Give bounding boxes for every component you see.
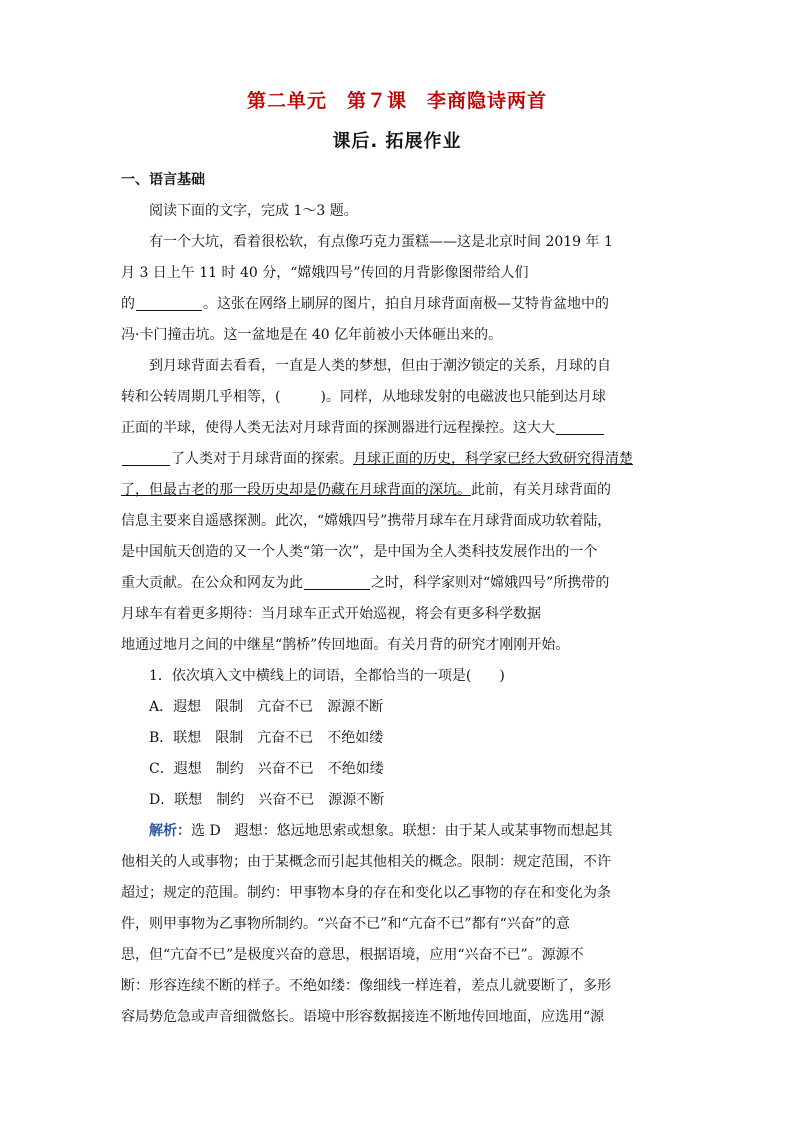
fill-blank-2a <box>556 420 604 435</box>
analysis-block <box>121 816 675 1033</box>
lesson-title: 第二单元 第７课 李商隐诗两首 <box>246 90 547 112</box>
analysis-label: 解析： <box>149 823 191 839</box>
option-a: A．遐想 限制 亢奋不已 源源不断 <box>149 699 384 715</box>
question-1 <box>121 661 675 816</box>
passage-text: 重大贡献。在公众和网友为此 <box>121 575 303 591</box>
option-c: C．遐想 制约 兴奋不已 不绝如缕 <box>149 761 384 777</box>
passage-line: 是中国航天创造的又一个人类“第一次”，是中国为全人类科技发展作出的一个 <box>121 544 598 560</box>
fill-blank-3 <box>304 575 370 590</box>
fill-blank-2b <box>122 451 170 466</box>
question-stem: 1．依次填入文中横线上的词语，全都恰当的一项是( ) <box>149 668 505 684</box>
analysis-text: 选 D 遐想：悠远地思索或想象。联想：由于某人或某事物而想起其 <box>191 823 613 839</box>
option-b: B．联想 限制 亢奋不已 不绝如缕 <box>149 730 384 746</box>
underlined-sentence: 了，但最古老的那一段历史却是仍藏在月球背面的深坑。 <box>121 482 471 498</box>
fill-blank-1 <box>136 296 202 311</box>
passage-text: )。同样，从地球发射的电磁波也只能到达月球 <box>320 389 606 405</box>
passage-text: 正面的半球，使得人类无法对月球背面的探测器进行远程操控。这大大 <box>121 420 555 436</box>
analysis-line: 断：形容连续不断的样子。不绝如缕：像细线一样连着，差点儿就要断了，多形 <box>121 978 611 994</box>
passage-text: 的 <box>121 296 135 312</box>
analysis-line: 超过；规定的范围。制约：甲事物本身的存在和变化以乙事物的存在和变化为条 <box>121 885 611 901</box>
passage-line <box>121 382 675 413</box>
passage-line <box>121 289 675 320</box>
passage-line: 地通过地月之间的中继星“鹊桥”传回地面。有关月背的研究才刚刚开始。 <box>121 637 570 653</box>
analysis-line: 件，则甲事物为乙事物所制约。“兴奋不已”和“亢奋不已”都有“兴奋”的意 <box>121 916 570 932</box>
passage-line <box>121 568 675 599</box>
homework-subtitle: 课后. 拓展作业 <box>332 131 462 152</box>
analysis-line: 他相关的人或事物；由于某概念而引起其他相关的概念。限制：规定范围，不许 <box>121 854 611 870</box>
passage-line <box>121 475 675 506</box>
option-d: D．联想 制约 兴奋不已 源源不断 <box>149 792 385 808</box>
document-body <box>121 165 675 1033</box>
passage-line: 月 3 日上午 11 时 40 分，“嫦娥四号”传回的月背影像图带给人们 <box>121 265 529 281</box>
analysis-line: 容局势危急或声音细微悠长。语境中形容数据接连不断地传回地面，应选用“源 <box>121 1009 605 1025</box>
passage-text: 。这张在网络上刷屏的图片，拍自月球背面南极—艾特肯盆地中的 <box>203 296 609 312</box>
section-heading: 一、语言基础 <box>121 172 205 188</box>
passage-line <box>121 444 675 475</box>
underlined-sentence: 月球正面的历史，科学家已经大致研究得清楚 <box>353 451 633 467</box>
analysis-line <box>121 816 675 847</box>
passage-paragraph-2 <box>121 351 675 661</box>
passage-line: 信息主要来自遥感探测。此次，“嫦娥四号”携带月球车在月球背面成功软着陆， <box>121 513 612 529</box>
passage-line: 月球车有着更多期待：当月球车正式开始巡视，将会有更多科学数据 <box>121 606 541 622</box>
passage-text: 此前，有关月球背面的 <box>471 482 611 498</box>
passage-paragraph-1 <box>121 227 675 351</box>
instruction-text: 阅读下面的文字，完成 1～3 题。 <box>149 203 358 219</box>
passage-text: 之时，科学家则对“嫦娥四号”所携带的 <box>371 575 610 591</box>
passage-line: 到月球背面去看看，一直是人类的梦想，但由于潮汐锁定的关系，月球的自 <box>149 358 611 374</box>
passage-text: 转和公转周期几乎相等，( <box>121 389 281 405</box>
passage-text: 了人类对于月球背面的探索。 <box>171 451 353 467</box>
passage-line <box>121 413 675 444</box>
analysis-line: 思，但“亢奋不已”是极度兴奋的意思，根据语境，应用“兴奋不已”。源源不 <box>121 947 584 963</box>
passage-line: 冯·卡门撞击坑。这一盆地是在 40 亿年前被小天体砸出来的。 <box>121 327 503 343</box>
passage-line: 有一个大坑，看着很松软，有点像巧克力蛋糕——这是北京时间 2019 年 1 <box>149 234 613 250</box>
